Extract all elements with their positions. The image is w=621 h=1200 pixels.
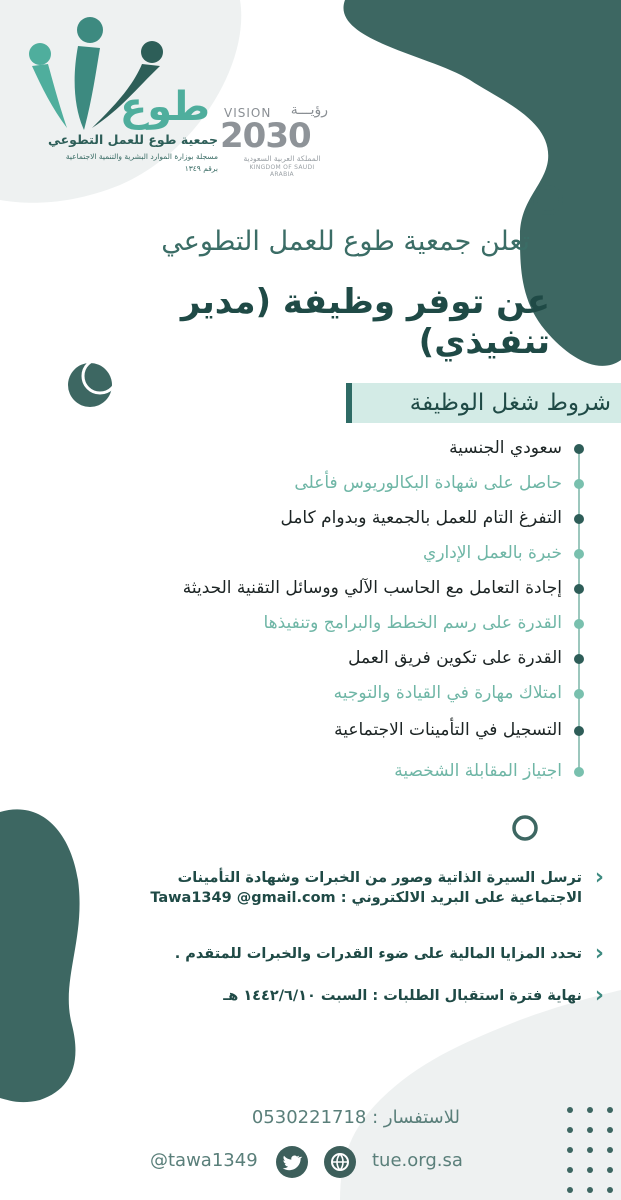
email-address[interactable]: Tawa1349 @gmail.com <box>150 890 336 906</box>
announcement-line: تعلن جمعية طوع للعمل التطوعي <box>161 226 530 257</box>
requirement-item: سعودي الجنسية <box>100 430 600 466</box>
chevron-left-icon: ‹ <box>594 865 604 890</box>
kingdom-name-en: KINGDOM OF SAUDI ARABIA <box>249 164 315 178</box>
requirement-item: التفرغ التام للعمل بالجمعية وبدوام كامل <box>100 500 600 536</box>
bullet-icon <box>574 767 584 777</box>
phone-number[interactable]: 0530221718 <box>251 1107 367 1128</box>
vision-2030-logo <box>218 98 330 180</box>
twitter-icon[interactable] <box>276 1146 308 1178</box>
chevron-left-icon: ‹ <box>594 983 604 1008</box>
bullet-icon <box>574 584 584 594</box>
requirements-header: شروط شغل الوظيفة <box>346 383 621 423</box>
kingdom-name-ar: المملكة العربية السعودية <box>243 154 321 163</box>
note-salary: ‹ تحدد المزايا المالية على ضوء القدرات والخبرات للمتقدم . <box>174 941 604 966</box>
bullet-icon <box>574 479 584 489</box>
contact-links <box>150 1146 480 1180</box>
registration-number: برقم ١٣٤٩ <box>184 164 218 173</box>
website-link[interactable]: tue.org.sa <box>372 1150 463 1171</box>
requirement-item: حاصل على شهادة البكالوريوس فأعلى <box>100 465 600 501</box>
requirement-item: اجتياز المقابلة الشخصية <box>100 753 600 789</box>
bullet-icon <box>574 689 584 699</box>
bullet-icon <box>574 514 584 524</box>
job-title-heading: عن توفر وظيفة (مدير تنفيذي) <box>180 282 550 362</box>
requirement-item: القدرة على رسم الخطط والبرامج وتنفيذها <box>100 605 600 641</box>
chevron-left-icon: ‹ <box>594 941 604 966</box>
contact-phone <box>190 1107 460 1133</box>
requirements-list <box>100 428 600 798</box>
bullet-icon <box>574 444 584 454</box>
requirement-item: التسجيل في التأمينات الاجتماعية <box>100 712 600 748</box>
note-cv: ‹ ترسل السيرة الذاتية وصور من الخبرات وشهادة التأمينات الاجتماعية على البريد الالكتروني : Tawa1349 @gmail.com <box>150 865 604 906</box>
requirement-item: خبرة بالعمل الإداري <box>100 535 600 571</box>
requirement-item: إجادة التعامل مع الحاسب الآلي ووسائل التقنية الحديثة <box>100 570 600 606</box>
organization-logo <box>12 8 218 173</box>
ring-middle <box>514 817 536 839</box>
bullet-icon <box>574 654 584 664</box>
requirement-item: امتلاك مهارة في القيادة والتوجيه <box>100 675 600 711</box>
registration-text: مسجلة بوزارة الموارد البشرية والتنمية الاجتماعية <box>65 152 218 161</box>
vision-year: 2030 <box>220 116 311 156</box>
vision-label-en: VISION <box>224 106 272 120</box>
logo-wordmark: طوع <box>119 84 210 130</box>
bullet-icon <box>574 549 584 559</box>
circle-dark-left <box>68 363 112 407</box>
vision-label-ar: رؤيـــة <box>290 102 328 118</box>
bullet-icon <box>574 726 584 736</box>
requirement-item: القدرة على تكوين فريق العمل <box>100 640 600 676</box>
bottom-left-dark-shape <box>0 809 80 1102</box>
organization-name: جمعية طوع للعمل التطوعي <box>47 132 218 147</box>
globe-icon[interactable] <box>324 1146 356 1178</box>
application-notes <box>96 860 606 1020</box>
note-deadline: ‹ نهاية فترة استقبال الطلبات : السبت ١٤٤٢/٦/١٠ هـ <box>223 983 604 1008</box>
inquiry-label: للاستفسار : <box>372 1107 460 1128</box>
twitter-handle[interactable]: @tawa1349 <box>150 1150 258 1171</box>
bullet-icon <box>574 619 584 629</box>
